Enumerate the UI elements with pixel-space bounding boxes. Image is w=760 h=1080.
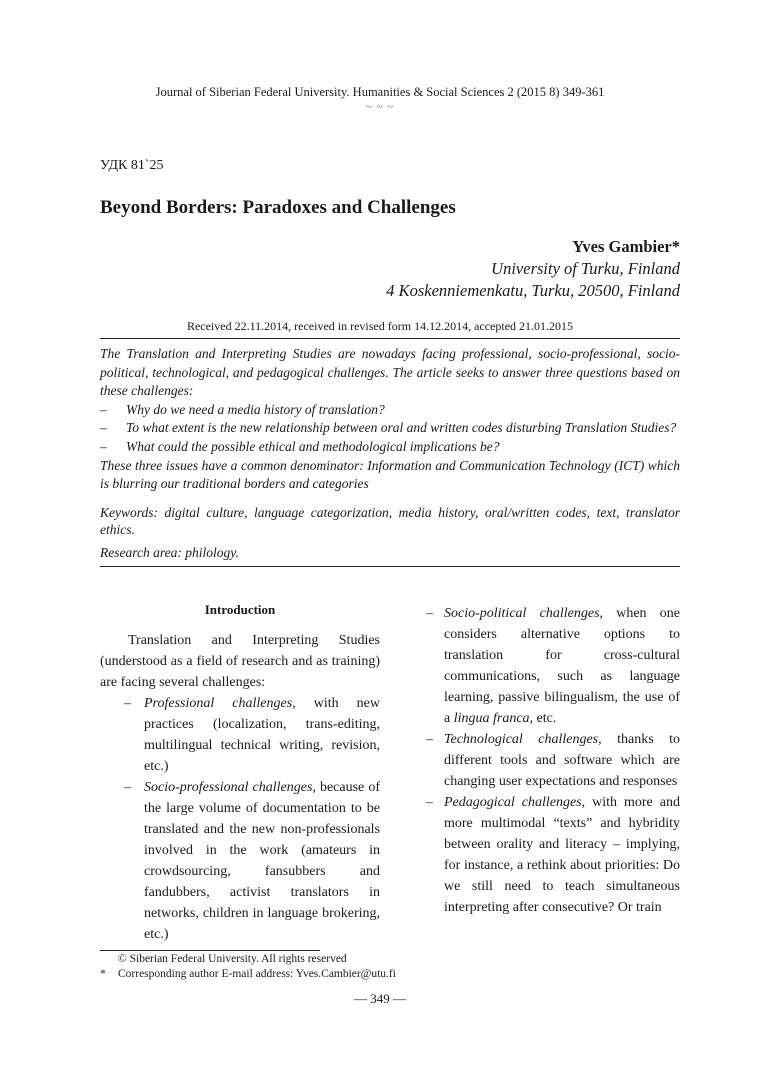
bullet: – (124, 696, 131, 711)
list-item (426, 603, 680, 729)
author-affiliation: University of Turku, Finland (491, 259, 680, 278)
bullet: – (426, 732, 433, 747)
abstract-question (100, 438, 680, 457)
abstract-question (100, 401, 680, 420)
corresponding-author-note (100, 968, 396, 980)
left-column (100, 599, 380, 945)
author-block (386, 236, 680, 302)
list-item (426, 729, 680, 792)
header-ornament: ~ ~ ~ (365, 101, 395, 113)
question-text: What could the possible ethical and methodological implications be? (126, 438, 500, 454)
list-item (124, 777, 380, 945)
dash: – (100, 438, 107, 454)
journal-header: Journal of Siberian Federal University. Humanities & Social Sciences 2 (2015 8) 349-361 (155, 85, 605, 99)
abstract-conclusion: These three issues have a common denominator: Information and Communication Technology (ICT) which is blurring our traditional borders and categories (100, 457, 680, 492)
abstract-intro: The Translation and Interpreting Studies are nowadays facing professional, socio-professional, socio-political, technological, and pedagogical challenges. The article seeks to answer three questions based on these challenges: (100, 346, 680, 399)
question-text: Why do we need a media history of translation? (126, 401, 385, 417)
item-text: , because of the large volume of documentation to be translated and the new non-professionals involved in the work (amateurs in crowdsourcing, fansubbers and fandubbers, activist translators in networks, children in language brokering, etc.) (144, 780, 380, 942)
intro-paragraph: Translation and Interpreting Studies (understood as a field of research and as training) are facing several challenges: (100, 633, 380, 690)
footnote-star: * (100, 968, 106, 980)
challenge-list (416, 603, 680, 918)
item-emphasis: Socio-political challenges (444, 606, 600, 621)
divider-top (100, 338, 680, 339)
item-text: , with more and more multimodal “texts” and hybridity between orality and literacy – implying, for instance, a rethink about priorities: Do we still need to teach simultaneous interpreting after consecutive? Or train (444, 795, 680, 915)
section-heading: Introduction (204, 602, 276, 617)
item-emphasis: Pedagogical challenges (444, 795, 582, 810)
udk-code: УДК 81`25 (100, 158, 164, 173)
abstract-question (100, 419, 680, 438)
list-item (124, 693, 380, 777)
item-text: , with new practices (localization, trans-editing, multilingual technical writing, revision, etc.) (144, 696, 380, 774)
bullet: – (426, 606, 433, 621)
article-title: Beyond Borders: Paradoxes and Challenges (100, 197, 456, 218)
bullet: – (426, 795, 433, 810)
item-text: , etc. (529, 711, 557, 726)
bullet: – (124, 780, 131, 795)
received-dates: Received 22.11.2014, received in revised form 14.12.2014, accepted 21.01.2015 (186, 319, 574, 333)
author-name: Yves Gambier* (572, 237, 680, 256)
item-emphasis: Technological challenges (444, 732, 599, 747)
divider-bottom (100, 566, 680, 567)
item-text: , when one considers alternative options to translation for cross-cultural communications, such as language learning, passive bilingualism, the use of a (444, 606, 680, 726)
item-emphasis: Professional challenges (144, 696, 293, 711)
keywords: Keywords: digital culture, language categorization, media history, oral/written codes, text, translator ethics. (100, 505, 680, 537)
copyright-note: © Siberian Federal University. All rights reserved (118, 953, 347, 965)
footnote-rule (100, 950, 320, 951)
page-number: — 349 — (354, 991, 406, 1006)
research-area: Research area: philology. (100, 545, 239, 560)
dash: – (100, 401, 107, 417)
dash: – (100, 420, 107, 436)
challenge-list (100, 693, 380, 945)
author-address: 4 Koskenniemenkatu, Turku, 20500, Finland (386, 281, 680, 300)
footnote-text: Corresponding author E-mail address: Yves.Cambier@utu.fi (118, 968, 396, 980)
item-emphasis: Socio-professional challenges (144, 780, 313, 795)
right-column (416, 603, 680, 918)
list-item (426, 792, 680, 918)
item-emphasis: lingua franca (453, 711, 530, 726)
question-text: To what extent is the new relationship between oral and written codes disturbing Translation Studies? (126, 420, 677, 436)
item-text: , thanks to different tools and software which are changing user expectations and responses (444, 732, 680, 789)
abstract (100, 345, 680, 494)
